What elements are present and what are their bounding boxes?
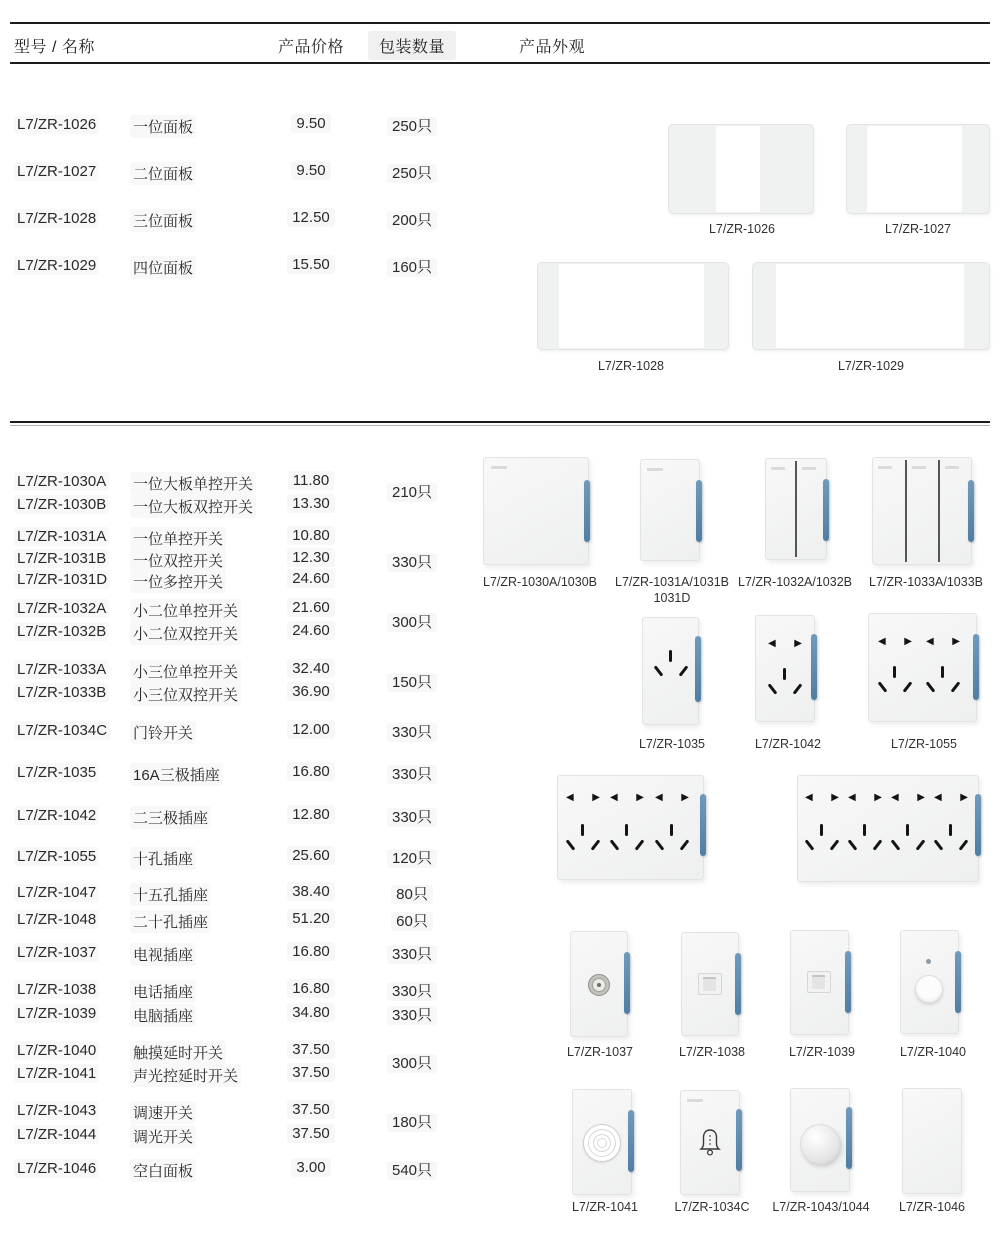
section-divider-rule [10,421,990,423]
table-row [0,527,470,547]
model-code: L7/ZR-1047 [14,883,99,902]
product-name: 一位面板 [130,115,196,138]
socket-pin [916,839,926,850]
mounting-clip [968,480,974,542]
pack-qty: 250只 [387,117,437,136]
model-code: L7/ZR-1030A [14,472,109,491]
panel-window [867,126,962,212]
product-image-doorbell-switch-1034c [680,1090,740,1195]
socket-pin-group [607,824,647,854]
brand-mark [802,467,816,470]
price-value: 37.50 [287,1124,335,1143]
panel-window [716,126,760,212]
model-code: L7/ZR-1028 [14,209,99,228]
model-code: L7/ZR-1026 [14,115,99,134]
image-caption: L7/ZR-1041 [571,1200,638,1214]
price-value: 32.40 [287,659,335,678]
socket-pin: ◀ [655,792,663,803]
mounting-clip [975,794,981,856]
price-value: 25.60 [287,846,335,865]
socket-pin [625,824,628,836]
price-value: 16.80 [287,979,335,998]
indicator-led [926,959,931,964]
socket-pin-group [652,792,692,804]
socket-pin-group [802,824,842,854]
socket-pin: ▶ [794,638,802,649]
socket-pin [863,824,866,836]
socket-pin [669,650,672,662]
product-name: 小二位单控开关 [130,599,241,622]
socket-pin: ▶ [952,636,960,647]
image-caption: L7/ZR-1028 [597,359,664,373]
socket-pin [591,839,601,850]
brand-mark [912,466,926,469]
image-caption: L7/ZR-1032A/1032B [738,575,852,589]
mounting-clip [696,480,702,542]
product-name: 一位多控开关 [130,570,226,593]
image-caption: L7/ZR-1046 [898,1200,965,1214]
product-image-panel-1026 [668,124,814,214]
socket-pin [903,681,913,692]
price-value: 34.80 [287,1003,335,1022]
pack-qty: 330只 [387,1006,437,1025]
brand-mark [878,466,892,469]
product-image-socket-1035 [642,617,699,725]
model-code: L7/ZR-1038 [14,980,99,999]
section-divider-shadow [10,425,990,426]
socket-pin [906,824,909,836]
column-header-qty: 包装数量 [368,31,456,60]
pack-qty: 120只 [387,849,437,868]
model-code: L7/ZR-1055 [14,847,99,866]
price-value: 37.50 [287,1100,335,1119]
socket-pin-group [931,792,971,804]
socket-pin-group [845,792,885,804]
product-name: 调速开关 [130,1101,196,1124]
model-code: L7/ZR-1048 [14,910,99,929]
panel-window [559,264,704,348]
model-code: L7/ZR-1037 [14,943,99,962]
socket-pin: ▶ [831,792,839,803]
product-name: 小三位双控开关 [130,683,241,706]
pack-qty: 160只 [387,258,437,277]
socket-pin [820,824,823,836]
socket-pin-group [923,666,963,696]
product-image-computer-socket-1039 [790,930,849,1035]
image-caption: L7/ZR-1042 [754,737,821,751]
product-image-touch-switch-1040 [900,930,959,1034]
socket-pin [878,681,888,692]
price-value: 37.50 [287,1040,335,1059]
mounting-clip [695,636,701,702]
gang-divider [938,460,940,562]
column-header-look: 产品外观 [519,39,586,56]
socket-pin-group [875,666,915,696]
pack-qty: 300只 [387,1054,437,1073]
price-value: 36.90 [287,682,335,701]
pack-qty: 330只 [387,553,437,572]
pack-qty: 150只 [387,673,437,692]
product-name: 电话插座 [130,980,196,1003]
product-image-socket-1055 [868,613,977,722]
image-caption: L7/ZR-1039 [788,1045,855,1059]
socket-pin-group [931,824,971,854]
bell-icon [697,1127,723,1157]
mounting-clip [955,951,961,1013]
product-name: 二位面板 [130,162,196,185]
socket-pin: ▶ [636,792,644,803]
pack-qty: 330只 [387,723,437,742]
price-value: 13.30 [287,494,335,513]
phone-jack-icon [698,973,722,995]
image-caption: L7/ZR-1037 [566,1045,633,1059]
mounting-clip [624,952,630,1014]
brand-mark [491,466,507,469]
socket-pin [951,681,961,692]
socket-pin [934,839,944,850]
socket-pin-group [888,792,928,804]
product-name: 二十孔插座 [130,910,211,933]
product-image-blank-panel-1046 [902,1088,962,1194]
pack-qty: 330只 [387,765,437,784]
price-value: 9.50 [291,161,330,180]
socket-pin [655,839,665,850]
socket-pin [893,666,896,678]
socket-pin [848,839,858,850]
price-value: 15.50 [287,255,335,274]
socket-pin-group [888,824,928,854]
model-code: L7/ZR-1042 [14,806,99,825]
product-image-soundlight-switch-1041 [572,1089,632,1195]
product-name: 一位双控开关 [130,549,226,572]
product-name: 电视插座 [130,943,196,966]
product-name: 四位面板 [130,256,196,279]
column-header-model: 型号 / 名称 [14,39,95,56]
image-caption: L7/ZR-1035 [638,737,705,751]
price-value: 51.20 [287,909,335,928]
socket-pin [805,839,815,850]
table-row [0,115,470,135]
brand-mark [687,1099,703,1102]
pack-qty: 210只 [387,483,437,502]
product-name: 一位大板双控开关 [130,495,256,518]
model-code: L7/ZR-1032A [14,599,109,618]
socket-pin: ▶ [917,792,925,803]
product-name: 一位单控开关 [130,527,226,550]
socket-pin [926,681,936,692]
socket-pin-group [765,638,805,650]
panel-window [776,264,964,348]
product-image-dimmer-switch-1043 [790,1088,850,1192]
pack-qty: 180只 [387,1113,437,1132]
price-value: 3.00 [291,1158,330,1177]
price-value: 38.40 [287,882,335,901]
product-name: 空白面板 [130,1159,196,1182]
product-name: 十五孔插座 [130,883,211,906]
socket-pin-group [563,792,603,804]
model-code: L7/ZR-1031A [14,527,109,546]
price-value: 16.80 [287,762,335,781]
product-name: 小二位双控开关 [130,622,241,645]
price-value: 24.60 [287,569,335,588]
model-code: L7/ZR-1040 [14,1041,99,1060]
model-code: L7/ZR-1041 [14,1064,99,1083]
product-image-switch-1032 [765,458,827,560]
socket-pin [873,839,883,850]
socket-pin: ▶ [874,792,882,803]
mounting-clip [628,1110,634,1172]
image-caption: L7/ZR-1029 [837,359,904,373]
price-value: 12.30 [287,548,335,567]
socket-pin: ◀ [566,792,574,803]
socket-pin: ◀ [926,636,934,647]
gang-divider [795,461,797,557]
product-image-socket-1047 [557,775,704,880]
pack-qty: 330只 [387,982,437,1001]
socket-pin [670,824,673,836]
pack-qty: 250只 [387,164,437,183]
image-caption: L7/ZR-1026 [708,222,775,236]
image-caption: L7/ZR-1034C [674,1200,750,1214]
product-name: 三位面板 [130,209,196,232]
header-bottom-rule [10,62,990,64]
rotary-knob-icon [800,1124,840,1164]
socket-pin: ▶ [592,792,600,803]
socket-pin-group [607,792,647,804]
product-name: 电脑插座 [130,1004,196,1027]
table-row [0,209,470,229]
model-code: L7/ZR-1044 [14,1125,99,1144]
coax-center-pin [597,983,601,987]
socket-pin-group [563,824,603,854]
product-image-panel-1027 [846,124,990,214]
image-caption: L7/ZR-1033A/1033B [869,575,983,589]
price-value: 21.60 [287,598,335,617]
socket-pin [610,839,620,850]
price-value: 10.80 [287,526,335,545]
jack-opening [703,977,716,991]
pack-qty: 80只 [391,885,433,904]
price-value: 9.50 [291,114,330,133]
speaker-ring [597,1138,607,1148]
sensor-speaker-icon [583,1124,621,1162]
model-code: L7/ZR-1039 [14,1004,99,1023]
socket-pin [679,665,689,676]
touch-button-icon [915,975,943,1003]
product-image-panel-1029 [752,262,990,350]
mounting-clip [823,479,829,541]
socket-pin: ◀ [768,638,776,649]
table-row [0,570,470,590]
mounting-clip [700,794,706,856]
price-value: 12.50 [287,208,335,227]
price-value: 16.80 [287,942,335,961]
mounting-clip [584,480,590,542]
model-code: L7/ZR-1033A [14,660,109,679]
brand-mark [647,468,663,471]
socket-pin [830,839,840,850]
price-value: 24.60 [287,621,335,640]
model-code: L7/ZR-1027 [14,162,99,181]
product-image-switch-1033 [872,457,972,565]
product-name: 16A三极插座 [130,763,223,786]
model-code: L7/ZR-1030B [14,495,109,514]
model-code: L7/ZR-1032B [14,622,109,641]
socket-pin [793,683,803,694]
brand-mark [945,466,959,469]
product-image-panel-1028 [537,262,729,350]
image-caption: L7/ZR-1038 [678,1045,745,1059]
pack-qty: 330只 [387,808,437,827]
jack-opening [812,975,825,989]
model-code: L7/ZR-1033B [14,683,109,702]
mounting-clip [973,634,979,700]
model-code: L7/ZR-1029 [14,256,99,275]
socket-pin [891,839,901,850]
product-image-tv-socket-1037 [570,931,628,1037]
product-image-socket-1048 [797,775,979,882]
model-code: L7/ZR-1031B [14,549,109,568]
socket-pin-group [652,824,692,854]
mounting-clip [735,953,741,1015]
socket-pin [566,839,576,850]
product-name: 门铃开关 [130,721,196,744]
price-value: 12.00 [287,720,335,739]
mounting-clip [811,634,817,700]
pack-qty: 540只 [387,1161,437,1180]
gang-divider [905,460,907,562]
table-row [0,162,470,182]
socket-pin-group [923,636,963,648]
socket-pin: ◀ [848,792,856,803]
socket-pin-group [765,668,805,698]
column-header-price: 产品价格 [277,39,344,56]
pack-qty: 200只 [387,211,437,230]
model-code: L7/ZR-1034C [14,721,110,740]
image-caption: 1031D [653,591,691,605]
socket-pin [581,824,584,836]
coax-connector-icon [588,974,610,996]
product-name: 一位大板单控开关 [130,472,256,495]
socket-pin [941,666,944,678]
brand-mark [771,467,785,470]
socket-pin-group [802,792,842,804]
socket-pin [635,839,645,850]
price-value: 11.80 [288,471,334,490]
product-name: 十孔插座 [130,847,196,870]
product-image-switch-1031 [640,459,700,561]
product-name: 二三极插座 [130,806,211,829]
socket-pin: ◀ [891,792,899,803]
socket-pin: ▶ [960,792,968,803]
image-caption: L7/ZR-1043/1044 [772,1200,870,1214]
price-value: 37.50 [287,1063,335,1082]
socket-pin [949,824,952,836]
socket-pin: ◀ [610,792,618,803]
product-image-switch-1030 [483,457,589,565]
model-code: L7/ZR-1035 [14,763,99,782]
mounting-clip [736,1109,742,1171]
pack-qty: 60只 [391,912,433,931]
image-caption: L7/ZR-1031A/1031B [615,575,729,589]
mounting-clip [845,951,851,1013]
table-row [0,256,470,276]
image-caption: L7/ZR-1055 [890,737,957,751]
image-caption: L7/ZR-1030A/1030B [483,575,597,589]
socket-pin: ◀ [805,792,813,803]
socket-pin-group [845,824,885,854]
product-image-phone-socket-1038 [681,932,739,1036]
product-image-socket-1042 [755,615,815,722]
price-value: 12.80 [287,805,335,824]
mounting-clip [846,1107,852,1169]
pack-qty: 300只 [387,613,437,632]
socket-pin: ▶ [904,636,912,647]
socket-pin: ◀ [934,792,942,803]
socket-pin [783,668,786,680]
product-name: 触摸延时开关 [130,1041,226,1064]
socket-pin-group [651,650,691,680]
socket-pin-group [875,636,915,648]
product-name: 小三位单控开关 [130,660,241,683]
socket-pin [654,665,664,676]
model-code: L7/ZR-1031D [14,570,110,589]
image-caption: L7/ZR-1027 [884,222,951,236]
network-jack-icon [807,971,831,993]
pack-qty: 330只 [387,945,437,964]
model-code: L7/ZR-1043 [14,1101,99,1120]
header-top-rule [10,22,990,24]
socket-pin [768,683,778,694]
model-code: L7/ZR-1046 [14,1159,99,1178]
socket-pin [680,839,690,850]
product-name: 声光控延时开关 [130,1064,241,1087]
socket-pin: ▶ [681,792,689,803]
product-name: 调光开关 [130,1125,196,1148]
socket-pin: ◀ [878,636,886,647]
socket-pin [959,839,969,850]
image-caption: L7/ZR-1040 [899,1045,966,1059]
